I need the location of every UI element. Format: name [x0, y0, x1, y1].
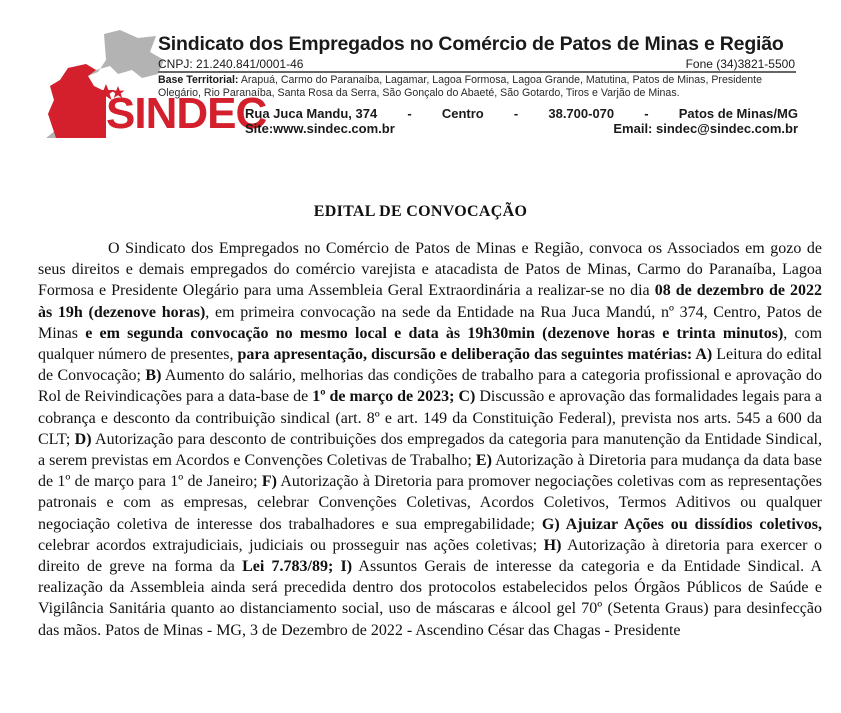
bold-segment: para apresentação, discursão e deliberação das seguintes matérias: A)	[237, 346, 713, 364]
logo-wordmark: SINDEC	[106, 89, 267, 138]
address-sep-1: -	[407, 106, 412, 121]
text-segment: Assuntos Gerais de interesse da categoria e da Entidade Sindical. A realização da Assembleia ainda será precedida dentro dos protocolos estabelecidos pelos Órgãos Públicos de Saúde e Vigilância Sanitária quanto ao distanciamento social, uso de máscaras e álcool gel 70º (Setenta Graus) para desinfecção das mãos. Patos de Minas - MG, 3 de Dezembro de 2022 - Ascendino César das Chagas - Presidente	[38, 558, 823, 639]
org-name: Sindicato dos Empregados no Comércio de Patos de Minas e Região	[158, 33, 784, 55]
bold-segment: F)	[261, 473, 277, 491]
cnpj: CNPJ: 21.240.841/0001-46	[158, 57, 304, 71]
email-link[interactable]: Email: sindec@sindec.com.br	[613, 121, 798, 136]
bold-segment: e em segunda convocação no mesmo local e data às 19h30min (dezenove horas e trinta minutos)	[85, 324, 784, 342]
text-segment: Autorização à diretoria para exercer o direito de greve na forma da	[38, 536, 823, 576]
site-link[interactable]: Site:www.sindec.com.br	[245, 121, 395, 136]
address-sep-2: -	[513, 106, 519, 121]
territory	[158, 74, 798, 100]
text-segment: , com qualquer número de presentes,	[38, 324, 823, 364]
phone: Fone (34)3821-5500	[685, 57, 795, 71]
letterhead	[0, 0, 841, 150]
address-district: Centro	[441, 106, 484, 121]
text-segment: Discussão e aprovação das formalidades legais para a cobrança e desconto da contribuição sindical (art. 8º e art. 149 da Constituição Federal), prevista nos arts. 545 a 600 da CLT;	[38, 388, 822, 448]
text-segment: , em primeira convocação na sede da Entidade na Rua Juca Mandú, nº 374, Centro, Patos de Minas	[38, 303, 822, 342]
text-segment: Autorização à Diretoria para promover negociações coletivas com as representações patronais e com as empresas, celebrar Convenções Coletivas, Acordos Coletivos, Termos Aditivos ou qualquer negociação coletiva de interesse dos trabalhadores e sua empregabilidade;	[38, 473, 822, 533]
bold-segment: D)	[74, 430, 92, 448]
address-city: Patos de Minas/MG	[678, 106, 798, 121]
bold-segment: B)	[145, 367, 162, 385]
text-segment: Autorização para desconto de contribuições dos empregados da categoria para manutenção da Entidade Sindical, a serem previstas em Acordos e Convenções Coletivas de Trabalho;	[38, 430, 822, 470]
text-segment: O Sindicato dos Empregados no Comércio de Patos de Minas e Região, convoca os Associados em gozo de seus direitos e demais empregados do comércio varejista e atacadista de Patos de Minas, Carmo do Paranaíba, Lagoa Formosa e Presidente Olegário para uma Assembleia Geral Extraordinária a realizar-se no dia	[38, 240, 822, 300]
text-segment: Autorização à Diretoria para mudança da data base de 1º de março para 1º de Janeiro;	[38, 452, 823, 491]
bold-segment: H)	[543, 536, 562, 554]
bold-segment: Lei 7.783/89; I)	[242, 558, 353, 576]
bold-segment: 08 de dezembro de 2022 às 19h (dezenove horas)	[38, 282, 823, 321]
bold-segment: G) Ajuizar Ações ou dissídios coletivos,	[541, 515, 822, 533]
address-sep-3: -	[644, 106, 649, 121]
contact-line	[245, 121, 798, 136]
text-segment: Leitura do edital de Convocação;	[38, 346, 822, 385]
text-segment: celebrar acordos extrajudiciais, judiciais ou prosseguir nas ações coletivas;	[38, 536, 544, 554]
document-paragraph	[38, 238, 822, 641]
document-title: EDITAL DE CONVOCAÇÃO	[313, 203, 528, 220]
territory-label: Base Territorial:	[158, 74, 239, 86]
address-line	[245, 106, 798, 121]
text-segment: Aumento do salário, melhorias das condições de trabalho para a categoria profissional e aprovação do Rol de Reivindicações para a data-base de	[38, 367, 823, 406]
bold-segment: E)	[475, 452, 492, 470]
territory-text: Arapuá, Carmo do Paranaíba, Lagamar, Lagoa Formosa, Lagoa Grande, Matutina, Patos de Minas, Presidente Olegário, Rio Paranaíba, Santa Rosa da Serra, São Gonçalo do Abaeté, São Gotardo, Tiros e Varjão de Minas.	[158, 74, 762, 99]
header-divider	[158, 71, 796, 73]
bold-segment: 1º de março de 2023; C)	[312, 388, 476, 406]
document-body	[38, 238, 822, 641]
address-street: Rua Juca Mandu, 374	[245, 106, 378, 121]
address-zip: 38.700-070	[548, 106, 615, 121]
